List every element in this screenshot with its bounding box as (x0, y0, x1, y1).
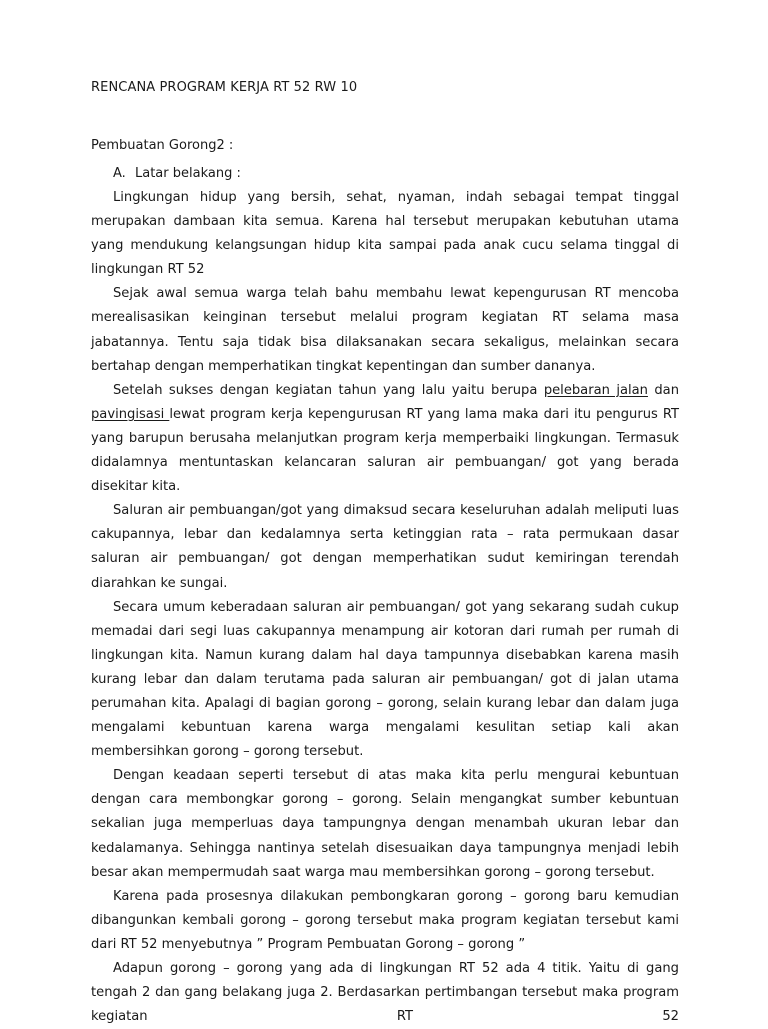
subsection-label: Latar belakang : (135, 166, 241, 181)
document-body (91, 186, 679, 1029)
section-title: Pembuatan Gorong2 : (91, 138, 234, 153)
paragraph: Adapun gorong – gorong yang ada di lingkungan RT 52 ada 4 titik. Yaitu di gang tengah 2 dan gang belakang juga 2. Berdasarkan pertimbangan tersebut maka program kegiatan RT 52 (91, 961, 679, 1025)
paragraph-text: lewat program kerja kepengurusan RT yang lama maka dari itu pengurus RT yang barupun berusaha melanjutkan program kerja memperbaiki lingkungan. Termasuk didalamnya mentuntaskan kelancaran saluran air pembuangan/ got yang berada disekitar kita. (91, 406, 680, 495)
paragraph: Secara umum keberadaan saluran air pembuangan/ got yang sekarang sudah cukup memadai dari segi luas cakupannya menampung air kotoran dari rumah per rumah di lingkungan kita. Namun kurang dalam hal daya tampunnya disebabkan karena masih kurang lebar dan dalam terutama pada saluran air pembuangan/ got di jalan utama perumahan kita. Apalagi di bagian gorong – gorong, selain kurang lebar dan dalam juga mengalami kebuntuan karena warga mengalami kesulitan setiap kali akan membersihkan gorong – gorong tersebut. (91, 599, 679, 760)
underlined-term: pavingisasi (91, 406, 170, 422)
paragraph: Saluran air pembuangan/got yang dimaksud secara keseluruhan adalah meliputi luas cakupannya, lebar dan kedalamnya serta ketinggian rata – rata permukaan dasar saluran air pembuangan/ got dengan memperhatikan sudut kemiringan terendah diarahkan ke sungai. (91, 503, 679, 591)
paragraph: Sejak awal semua warga telah bahu membahu lewat kepengurusan RT mencoba merealisasikan keinginan tersebut melalui program kegiatan RT selama masa jabatannya. Tentu saja tidak bisa dilaksanakan secara sekaligus, melainkan secara bertahap dengan memperhatikan tingkat kepentingan dan sumber dananya. (91, 286, 679, 374)
document-title: RENCANA PROGRAM KERJA RT 52 RW 10 (91, 80, 358, 95)
paragraph: Lingkungan hidup yang bersih, sehat, nyaman, indah sebagai tempat tinggal merupakan dambaan kita semua. Karena hal tersebut merupakan kebutuhan utama yang mendukung kelangsungan hidup kita sampai pada anak cucu selama tinggal di lingkungan RT 52 (91, 190, 679, 278)
paragraph-text: Setelah sukses dengan kegiatan tahun yang lalu yaitu berupa (113, 382, 544, 398)
underlined-term: pelebaran jalan (543, 382, 648, 398)
subsection-marker: A. (113, 166, 126, 181)
paragraph (91, 379, 679, 499)
paragraph: Karena pada prosesnya dilakukan pembongkaran gorong – gorong baru kemudian dibangunkan kembali gorong – gorong tersebut maka program kegiatan tersebut kami dari RT 52 menyebutnya ” Program Pembuatan Gorong – gorong ” (91, 888, 679, 952)
paragraph: Dengan keadaan seperti tersebut di atas maka kita perlu mengurai kebuntuan dengan cara membongkar gorong – gorong. Selain mengangkat sumber kebuntuan sekalian juga memperluas daya tampungnya dengan menambah ukuran lebar dan kedalamanya. Sehingga nantinya setelah disesuaikan daya tampungnya menjadi lebih besar akan mempermudah saat warga mau membersihkan gorong – gorong tersebut. (91, 768, 679, 880)
subsection-heading (113, 166, 241, 181)
paragraph-text: dan (647, 382, 680, 398)
